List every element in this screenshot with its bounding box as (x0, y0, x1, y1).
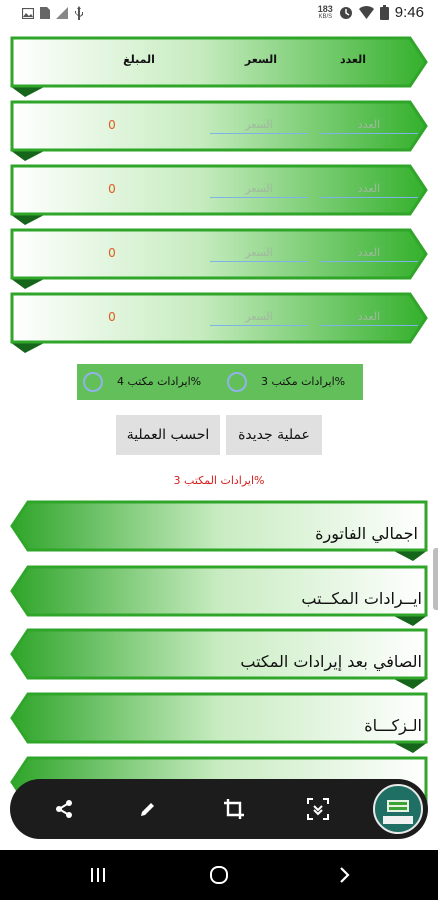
edit-icon[interactable] (136, 797, 160, 821)
header-banner (10, 36, 428, 98)
banner-shape (10, 36, 428, 98)
amount-value: 0 (108, 118, 116, 132)
back-icon[interactable] (334, 865, 354, 885)
scroll-capture-icon[interactable] (306, 797, 330, 821)
usb-icon (74, 6, 84, 20)
amount-value: 0 (108, 246, 116, 260)
price-input[interactable]: السعر (210, 246, 308, 262)
office-3-radio[interactable] (227, 372, 247, 392)
count-input[interactable]: العدد (320, 246, 418, 262)
office-revenue-label: ايــرادات المكــتب (301, 589, 422, 608)
office-4-label: ايرادات مكتب 4% (117, 375, 202, 388)
home-icon[interactable] (209, 865, 229, 885)
sim-icon (40, 7, 50, 19)
amount-value: 0 (108, 182, 116, 196)
count-input[interactable]: العدد (320, 310, 418, 326)
data-speed-unit: KB/S (318, 13, 333, 20)
price-input[interactable]: السعر (210, 182, 308, 198)
navigation-bar (0, 850, 438, 900)
data-speed-value: 183 (317, 3, 333, 14)
price-input[interactable]: السعر (210, 310, 308, 326)
data-speed (318, 5, 333, 21)
share-icon[interactable] (52, 797, 76, 821)
battery-icon (380, 5, 389, 20)
header-count: العدد (339, 53, 367, 66)
office-3-label: ايرادات مكتب 3% (261, 375, 346, 388)
count-input[interactable]: العدد (320, 118, 418, 134)
entry-row (10, 228, 428, 290)
net-after-office-label: الصافي بعد إيرادات المكتب (240, 652, 422, 671)
office-rate-options (77, 364, 363, 400)
alarm-icon (339, 6, 353, 20)
entry-row (10, 292, 428, 354)
status-bar (0, 0, 438, 28)
screenshot-thumbnail[interactable] (373, 784, 423, 834)
zakat-banner (10, 692, 428, 754)
wifi-icon (359, 6, 374, 19)
zakat-label: الـزكـــاة (364, 716, 422, 735)
office-revenue-banner (10, 565, 428, 627)
status-right (318, 4, 424, 21)
side-panel-handle[interactable] (433, 548, 438, 610)
signal-icon (56, 7, 68, 19)
invoice-total-banner (10, 500, 428, 562)
entry-row (10, 164, 428, 226)
office-4-radio[interactable] (83, 372, 103, 392)
office-rate-note: ايرادات المكتب 3% (173, 474, 265, 487)
count-input[interactable]: العدد (320, 182, 418, 198)
amount-value: 0 (108, 310, 116, 324)
entry-row (10, 100, 428, 162)
new-operation-button[interactable]: عملية جديدة (226, 415, 322, 455)
invoice-total-label: اجمالي الفاتورة (315, 524, 418, 543)
header-amount: المبلغ (123, 53, 155, 66)
price-input[interactable]: السعر (210, 118, 308, 134)
recent-apps-icon[interactable] (88, 865, 108, 885)
image-icon (22, 8, 34, 19)
status-left (22, 6, 84, 20)
status-time: 9:46 (394, 4, 424, 21)
crop-icon[interactable] (222, 797, 246, 821)
net-after-office-banner (10, 628, 428, 690)
header-price: السعر (244, 53, 278, 66)
calculate-button[interactable]: احسب العملية (116, 415, 220, 455)
screenshot-toolbar (10, 779, 428, 839)
